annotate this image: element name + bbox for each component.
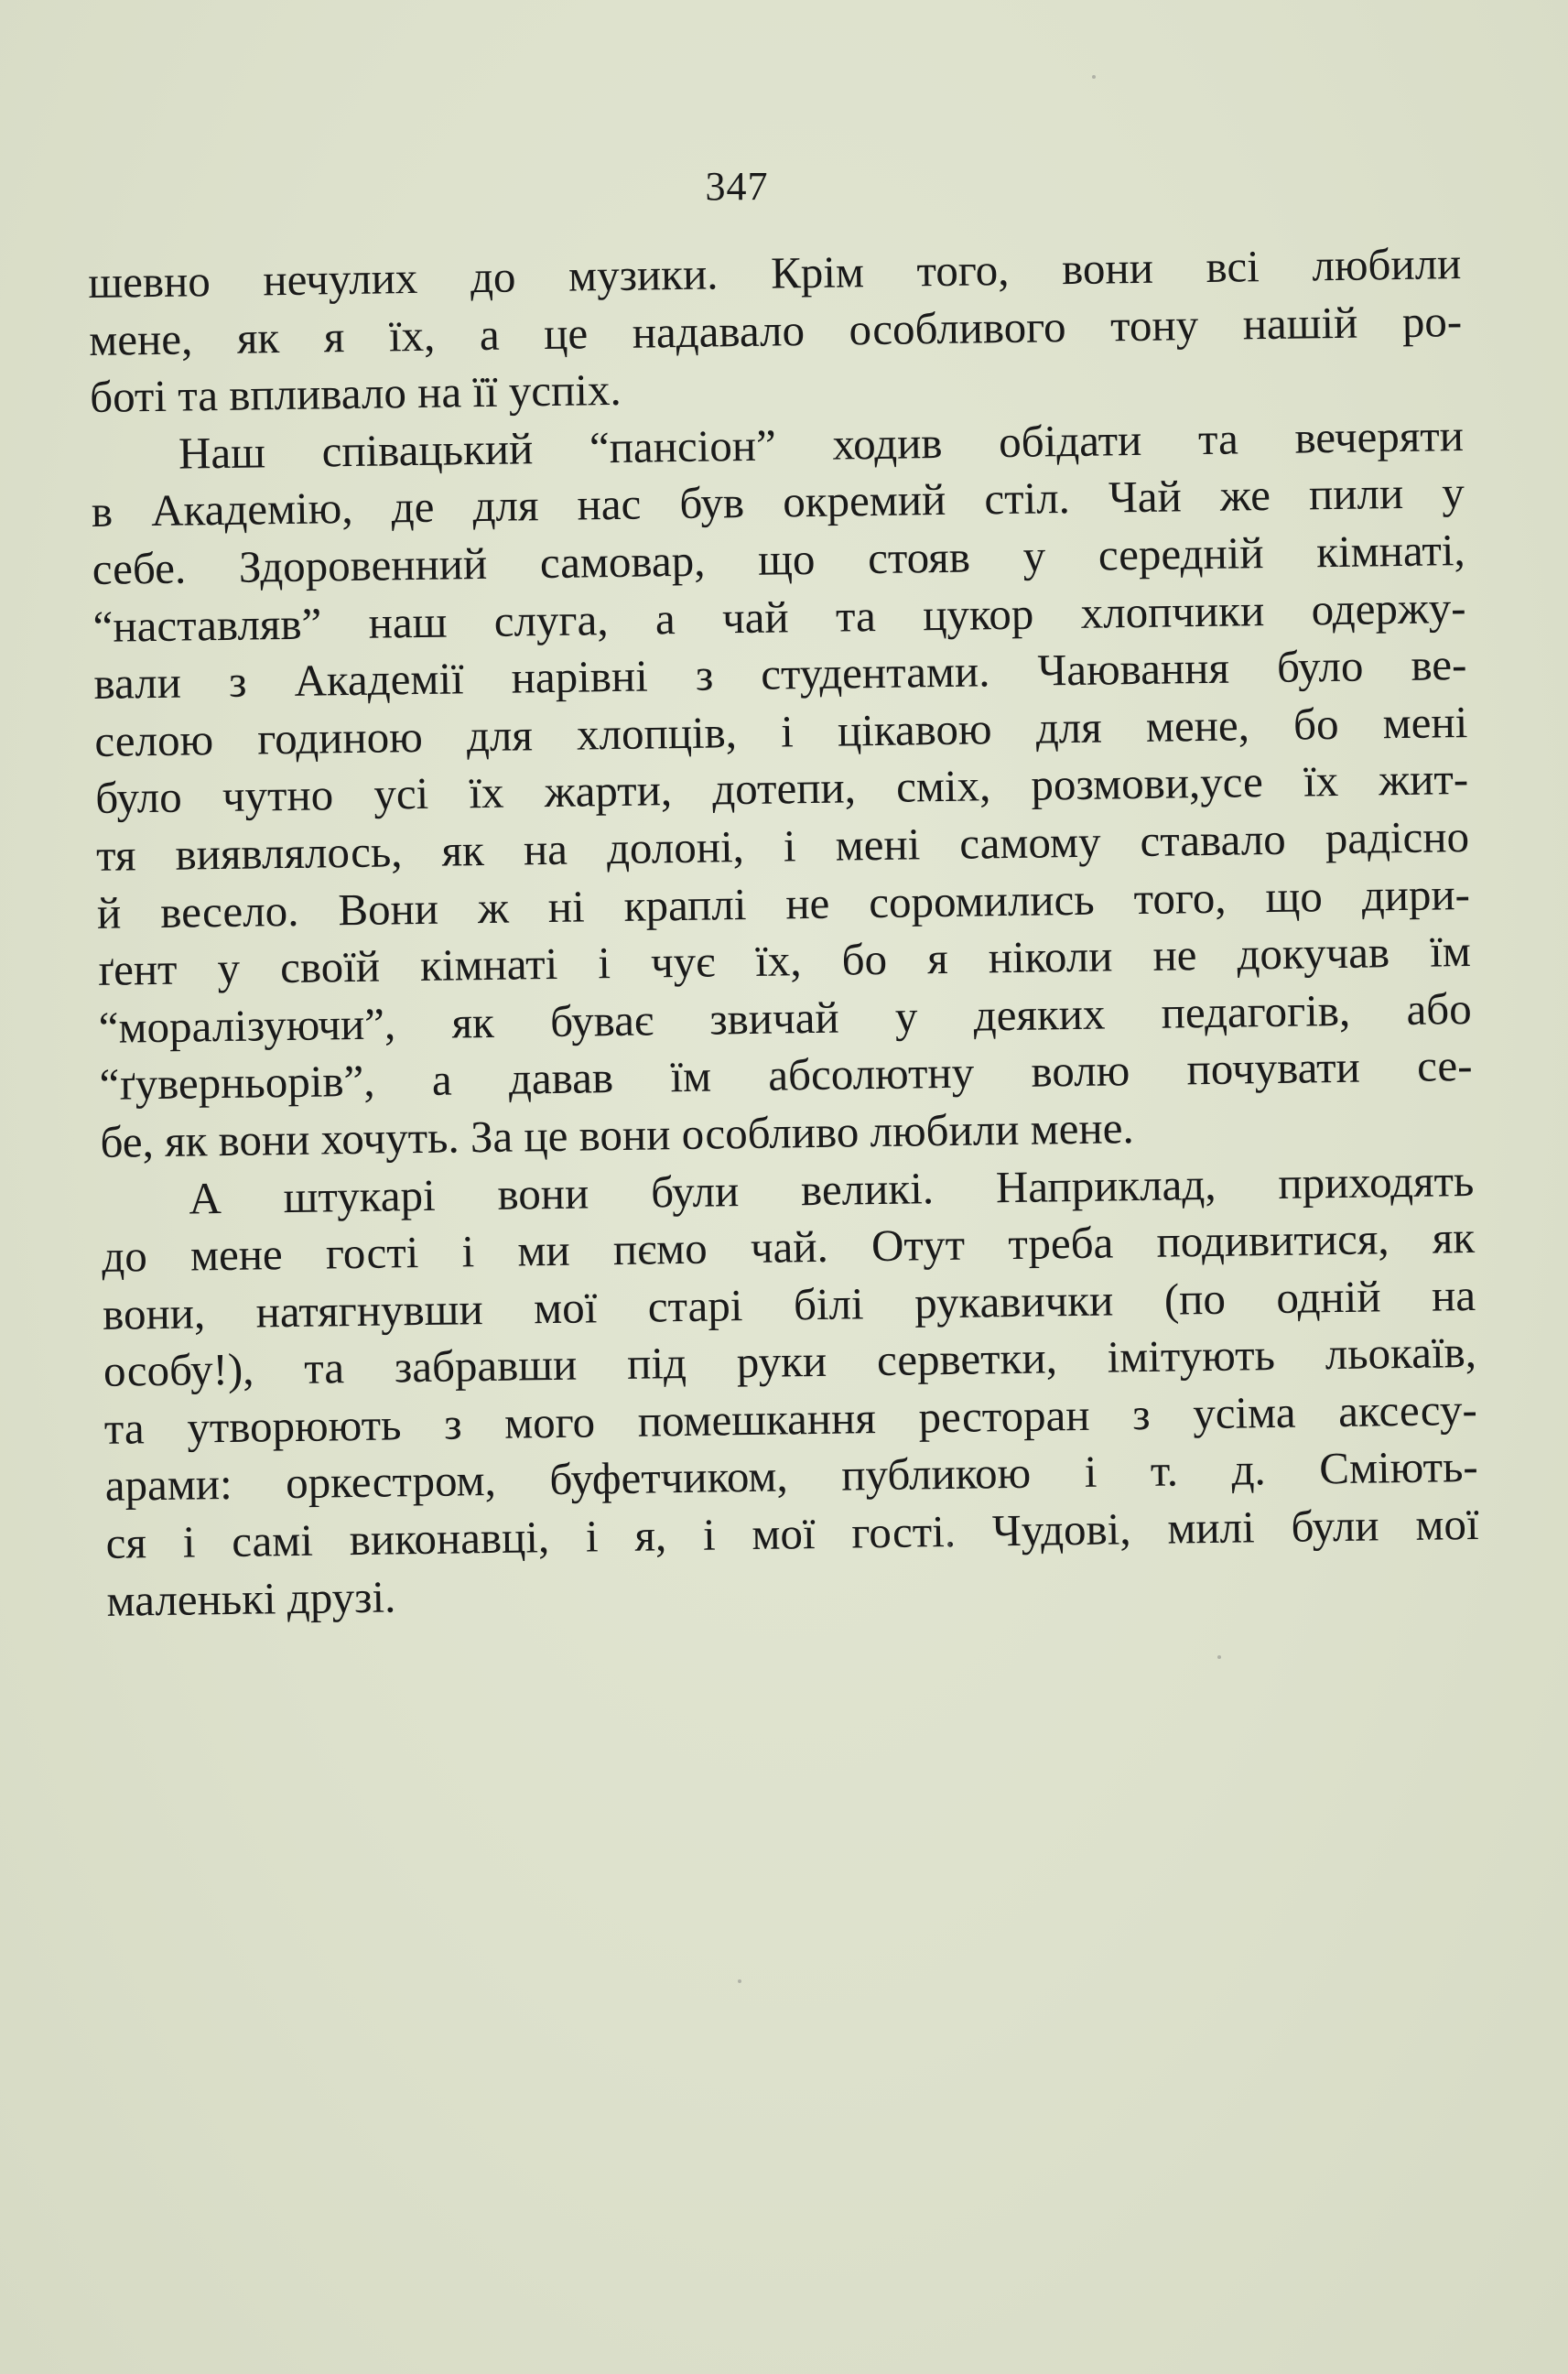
- text-line: вони, натягнувши мої старі білі рукавички (по одній на: [102, 1269, 1476, 1339]
- text-line: Наш співацький “пансіон” ходив обідати та вечеряти: [178, 409, 1465, 479]
- paragraph-3: [101, 1152, 1480, 1630]
- text-line: мене, як я їх, а це надавало особливого тону нашій ро-: [88, 295, 1463, 365]
- text-line: й весело. Вони ж ні краплі не соромились того, що дири-: [96, 868, 1471, 938]
- text-line: до мене гості і ми пємо чай. Отут треба подивитися, як: [101, 1212, 1476, 1282]
- text-line: ґент у своїй кімнаті і чує їх, бо я ніколи не докучав їм: [97, 926, 1472, 996]
- paper-speck: [1217, 1655, 1221, 1659]
- text-line: себе. Здоровенний самовар, що стояв у середній кімнаті,: [92, 524, 1466, 594]
- text-line: “наставляв” наш слуга, а чай та цукор хлопчики одержу-: [92, 581, 1466, 652]
- text-line: вали з Академії нарівні з студентами. Чаювання було ве-: [93, 639, 1467, 710]
- text-line: було чутно усі їх жарти, дотепи, сміх, розмови,усе їх жит-: [94, 753, 1469, 824]
- text-line: “ґуверньорів”, а давав їм абсолютну волю почувати се-: [99, 1040, 1473, 1111]
- text-line: в Академію, де для нас був окремий стіл. Чай же пили у: [91, 467, 1465, 537]
- text-line: арами: оркестром, буфетчиком, публикою і т. д. Сміють-: [104, 1441, 1479, 1512]
- text-line: селою годиною для хлопців, і цікавою для мене, бо мені: [94, 696, 1468, 766]
- paragraph-1: [88, 235, 1463, 427]
- text-line: А штукарі вони були великі. Наприклад, приходять: [189, 1154, 1475, 1224]
- text-line: боті та впливало на її успіх.: [89, 364, 622, 423]
- text-line: тя виявлялось, як на долоні, і мені самому ставало радісно: [95, 810, 1470, 881]
- text-line: шевно нечулих до музики. Крім того, вони всі любили: [88, 238, 1462, 308]
- paper-speck: [947, 1543, 951, 1546]
- paper-speck: [738, 1979, 741, 1983]
- text-line: ся і самі виконавці, і я, і мої гості. Чудові, милі були мої: [105, 1498, 1479, 1568]
- page-text: [88, 235, 1480, 1630]
- text-line: бе, як вони хочуть. За це вони особливо любили мене.: [100, 1102, 1134, 1167]
- page-number: 347: [705, 164, 769, 209]
- paper-speck: [1092, 75, 1096, 79]
- text-line: “моралізуючи”, як буває звичай у деяких педагогів, або: [98, 982, 1473, 1053]
- paragraph-2: [91, 407, 1474, 1172]
- text-line: особу!), та забравши під руки серветки, імітують льокаїв,: [103, 1327, 1477, 1397]
- text-line: маленькі друзі.: [106, 1571, 396, 1626]
- text-line: та утворюють з мого помешкання ресторан з усіма аксесу-: [103, 1383, 1478, 1454]
